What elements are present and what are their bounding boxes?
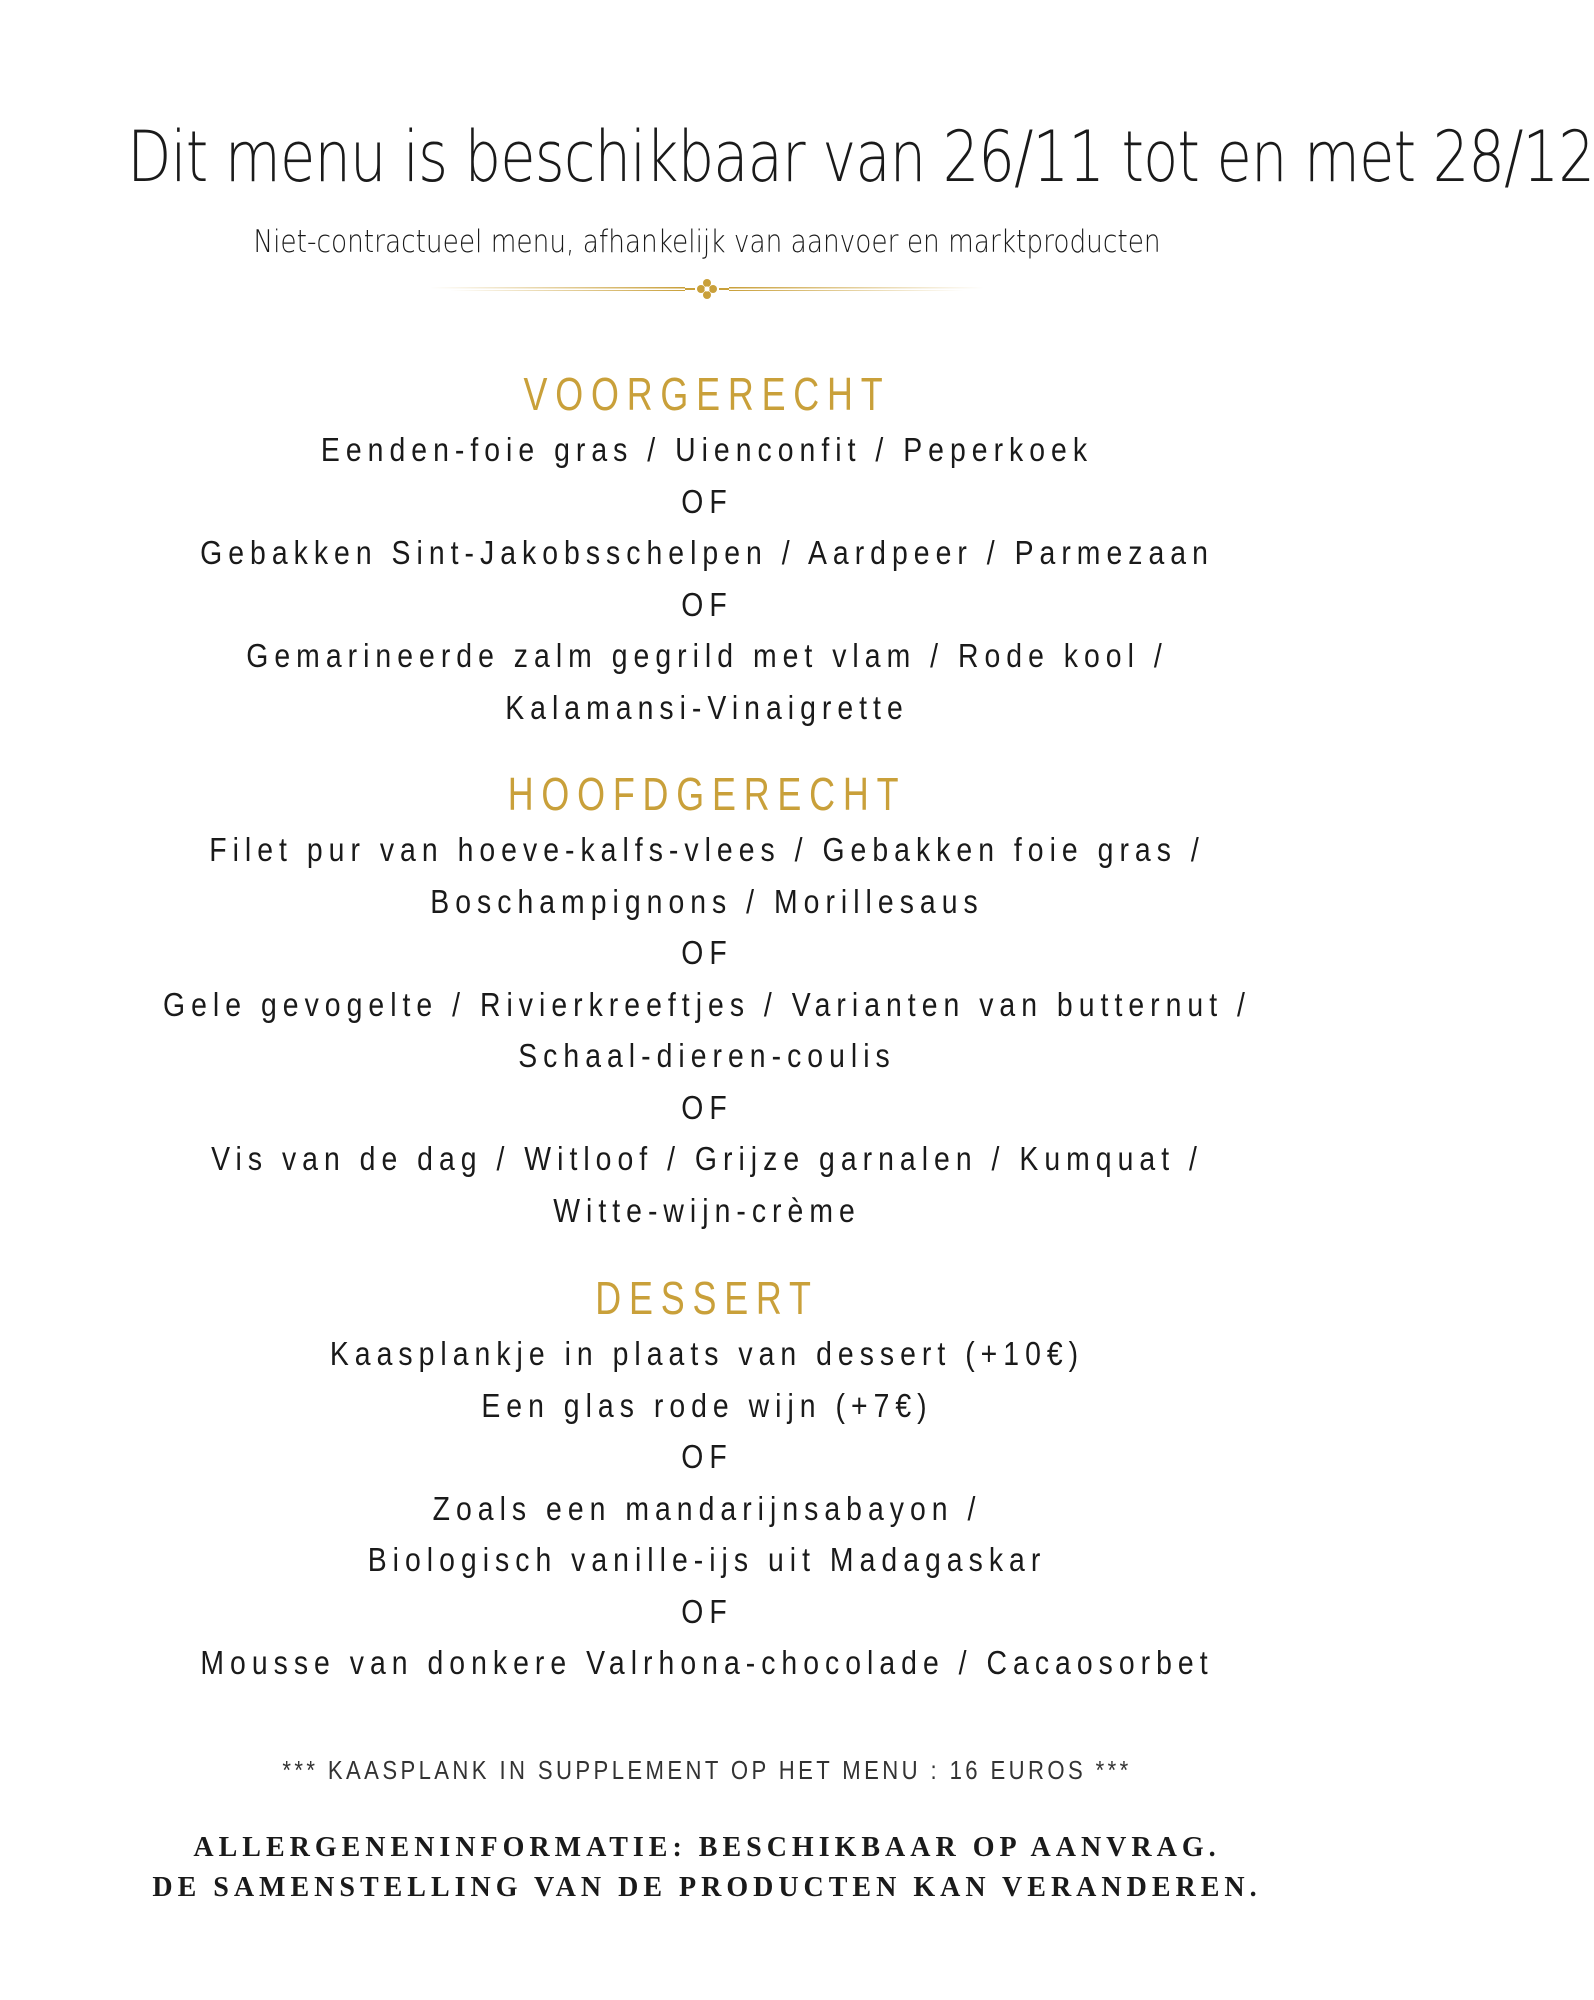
menu-line: Gemarineerde zalm gegrild met vlam / Rode kool /	[246, 637, 1168, 674]
menu-line: Kalamansi-Vinaigrette	[505, 688, 909, 726]
page-subtitle: Niet-contractueel menu, afhankelijk van aanvoer en marktproducten	[253, 224, 1161, 260]
section-voorgerecht	[0, 364, 1414, 733]
allergen-line: ALLERGENENINFORMATIE: BESCHIKBAAR OP AANVRAG.	[193, 1832, 1221, 1863]
or-divider: OF	[681, 1438, 733, 1475]
section-heading-dessert: DESSERT	[595, 1272, 819, 1324]
or-divider: OF	[681, 585, 733, 623]
menu-line: Boschampignons / Morillesaus	[430, 882, 984, 920]
menu-line: Eenden-foie gras / Uienconfit / Peperkoek	[320, 431, 1094, 468]
menu-line: Filet pur van hoeve-kalfs-vlees / Gebakken foie gras /	[209, 831, 1205, 868]
allergen-info	[0, 1828, 1414, 1908]
or-divider: OF	[681, 1592, 733, 1630]
menu-line: Witte-wijn-crème	[553, 1191, 861, 1229]
page-title: Dit menu is beschikbaar van 26/11 tot en met 28/12	[127, 116, 1594, 198]
section-heading-hoofdgerecht: HOOFDGERECHT	[507, 768, 907, 820]
or-divider: OF	[681, 1088, 733, 1126]
or-divider: OF	[681, 482, 733, 520]
section-hoofdgerecht	[0, 764, 1414, 1236]
section-heading-voorgerecht: VOORGERECHT	[523, 368, 891, 420]
menu-line: Kaasplankje in plaats van dessert (+10€)	[329, 1335, 1085, 1372]
menu-line: Vis van de dag / Witloof / Grijze garnalen / Kumquat /	[211, 1140, 1203, 1177]
or-divider: OF	[681, 934, 733, 971]
ornament-divider-icon	[430, 277, 984, 301]
section-dessert	[0, 1268, 1414, 1689]
allergen-line: DE SAMENSTELLING VAN DE PRODUCTEN KAN VERANDEREN.	[152, 1872, 1262, 1903]
menu-line: Mousse van donkere Valrhona-chocolade / Cacaosorbet	[200, 1644, 1214, 1681]
menu-line: Een glas rode wijn (+7€)	[481, 1386, 933, 1424]
menu-line: Schaal-dieren-coulis	[518, 1037, 896, 1074]
supplement-note: *** KAASPLANK IN SUPPLEMENT OP HET MENU : 16 EUROS ***	[282, 1755, 1132, 1785]
menu-line: Zoals een mandarijnsabayon /	[432, 1489, 982, 1527]
menu-line: Gele gevogelte / Rivierkreeftjes / Varianten van butternut /	[163, 985, 1251, 1023]
menu-line: Biologisch vanille-ijs uit Madagaskar	[367, 1541, 1047, 1578]
menu-line: Gebakken Sint-Jakobsschelpen / Aardpeer / Parmezaan	[200, 534, 1214, 571]
